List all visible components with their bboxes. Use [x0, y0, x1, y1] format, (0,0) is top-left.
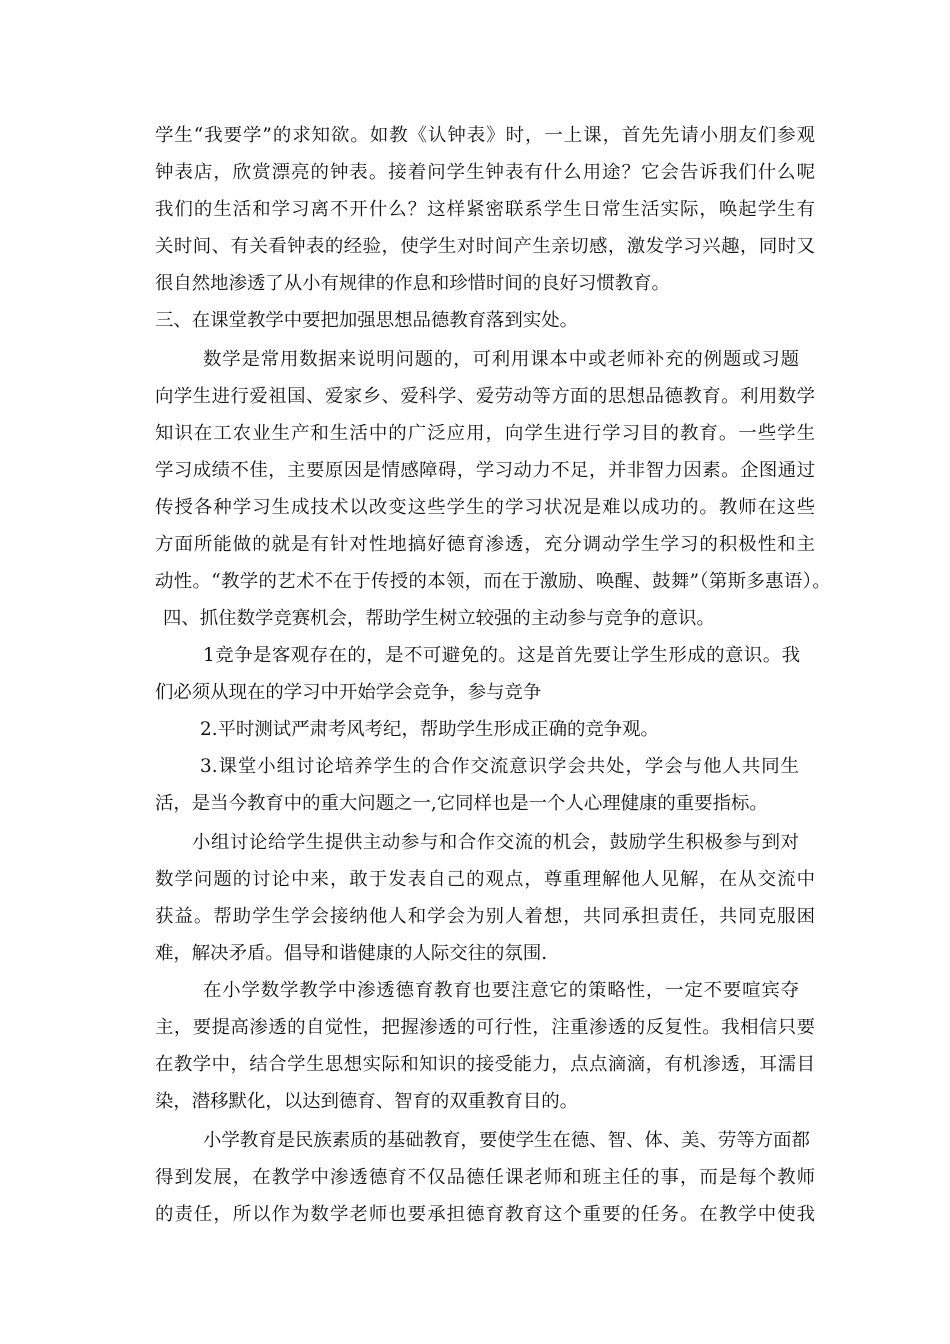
text-line: 我们的生活和学习离不开什么？这样紧密联系学生日常生活实际，唤起学生有: [155, 199, 815, 220]
text-line: 1竞争是客观存在的，是不可避免的。这是首先要让学生形成的意识。我: [203, 645, 800, 666]
text-line: 关时间、有关看钟表的经验，使学生对时间产生亲切感，激发学习兴趣，同时又: [155, 236, 815, 257]
text-line: 难，解决矛盾。倡导和谐健康的人际交往的氛围.: [155, 943, 548, 964]
text-line: 们必须从现在的学习中开始学会竞争，参与竞争: [155, 682, 542, 703]
text-line: 学习成绩不佳，主要原因是情感障碍，学习动力不足，并非智力因素。企图通过: [155, 460, 815, 481]
text-line: 数学是常用数据来说明问题的，可利用课本中或老师补充的例题或习题: [203, 349, 799, 370]
text-line: 染，潜移默化，以达到德育、智育的双重教育目的。: [155, 1091, 578, 1112]
text-line: 2.平时测试严肃考风考纪，帮助学生形成正确的竞争观。: [200, 719, 659, 740]
text-line: 学生“我要学”的求知欲。如教《认钟表》时，一上课，首先先请小朋友们参观: [155, 125, 815, 146]
text-line: 很自然地渗透了从小有规律的作息和珍惜时间的良好习惯教育。: [155, 273, 670, 294]
text-line: 的责任，所以作为数学老师也要承担德育教育这个重要的任务。在教学中使我: [155, 1204, 815, 1225]
text-line: 数学问题的讨论中来，敢于发表自己的观点，尊重理解他人见解，在从交流中: [155, 869, 815, 890]
text-line: 主，要提高渗透的自觉性，把握渗透的可行性，注重渗透的反复性。我相信只要: [155, 1017, 815, 1038]
text-line: 活，是当今教育中的重大问题之一,它同样也是一个人心理健康的重要指标。: [155, 793, 768, 814]
text-line: 在教学中，结合学生思想实际和知识的接受能力，点点滴滴，有机渗透，耳濡目: [155, 1054, 815, 1075]
text-line: 小组讨论给学生提供主动参与和合作交流的机会，鼓励学生积极参与到对: [192, 832, 799, 853]
text-line: 在小学数学教学中渗透德育教育也要注意它的策略性，一定不要喧宾夺: [203, 980, 799, 1001]
text-line: 传授各种学习生成技术以改变这些学生的学习状况是难以成功的。教师在这些: [155, 497, 815, 518]
text-line: 向学生进行爱祖国、爱家乡、爱科学、爱劳动等方面的思想品德教育。利用数学: [155, 386, 815, 407]
text-line: 动性。“教学的艺术不在于传授的本领，而在于激励、唤醒、鼓舞”（第斯多惠语）。: [155, 571, 830, 592]
text-line: 钟表店，欣赏漂亮的钟表。接着问学生钟表有什么用途？它会告诉我们什么呢: [155, 162, 815, 183]
section-heading: 三、在课堂教学中要把加强思想品德教育落到实处。: [155, 310, 578, 331]
text-line: 小学教育是民族素质的基础教育，要使学生在德、智、体、美、劳等方面都: [203, 1130, 810, 1151]
text-line: 知识在工农业生产和生活中的广泛应用，向学生进行学习目的教育。一些学生: [155, 423, 815, 444]
text-line: 方面所能做的就是有针对性地搞好德育渗透，充分调动学生学习的积极性和主: [155, 534, 815, 555]
section-heading: 四、抓住数学竞赛机会，帮助学生树立较强的主动参与竞争的意识。: [163, 608, 715, 629]
text-line: 3.课堂小组讨论培养学生的合作交流意识学会共处，学会与他人共同生: [200, 756, 799, 777]
text-line: 得到发展，在教学中渗透德育不仅品德任课老师和班主任的事，而是每个教师: [155, 1167, 815, 1188]
text-line: 获益。帮助学生学会接纳他人和学会为别人着想，共同承担责任，共同克服困: [155, 906, 815, 927]
